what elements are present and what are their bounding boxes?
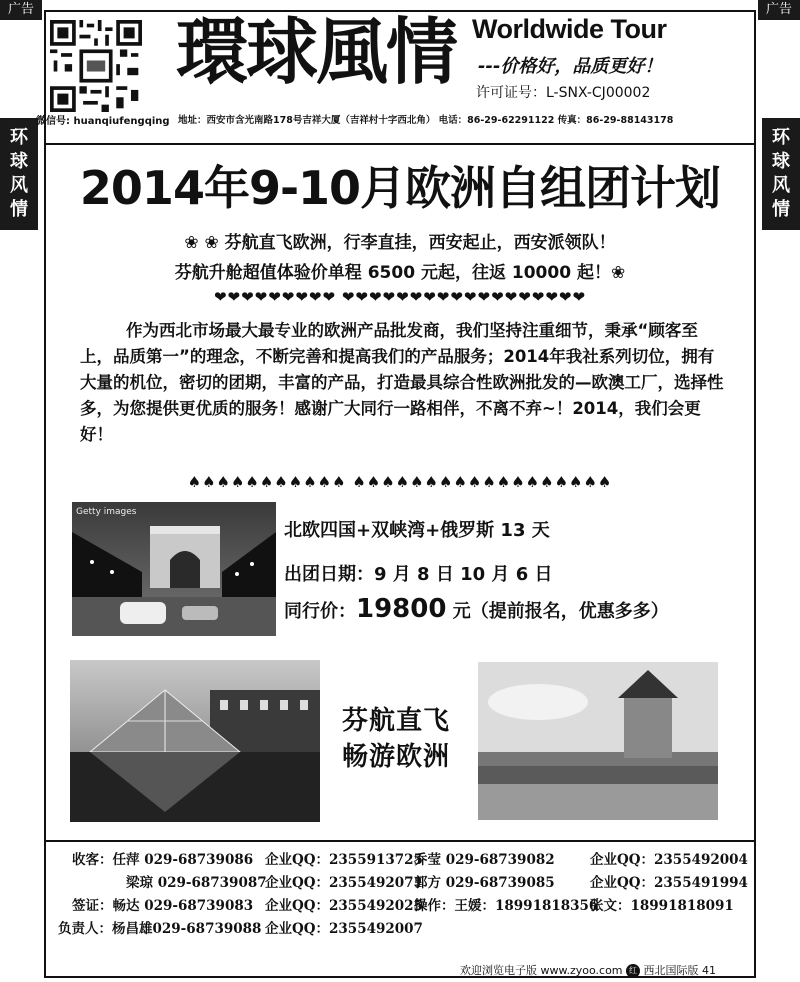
footer-edition: 西北国际版 [643,964,699,977]
contact-cell: 企业QQ：2355492025 [265,898,423,914]
slogan: ---价格好，品质更好！ [478,56,663,77]
promo-line-2: 畅游欧洲 [342,742,451,772]
contact-table [58,848,748,940]
spade-divider: ♠♠♠♠♠♠♠♠♠♠♠ ♠♠♠♠♠♠♠♠♠♠♠♠♠♠♠♠♠♠ [187,473,613,491]
contact-cell: 签证：畅达 029-68739083 [72,898,254,914]
qr-code-icon[interactable] [50,20,142,112]
contact-row [72,894,742,917]
contact-cell: 乔莹 029-68739082 [414,852,555,868]
price-suffix: 元（提前报名，优惠多多） [446,601,669,622]
side-label-left [0,118,38,230]
license-number: 许可证号：L-SNX-CJ00002 [476,85,651,101]
contact-row [72,871,748,894]
trip-dates: 出团日期：9 月 8 日 10 月 6 日 [284,564,553,585]
ad-tag-left: 广告 [0,0,42,20]
side-char: 球 [772,151,790,172]
address-line: 地址：西安市含光南路178号吉祥大厦（吉祥村十字西北角） 电话：86-29-62291122 传真：86-29-88143178 [178,115,674,126]
contact-cell: 郭方 029-68739085 [414,875,555,891]
wechat-id: 微信号: huanqiufengqing [36,116,170,127]
side-char: 风 [772,175,790,196]
footer-site[interactable]: 欢迎浏览电子版 www.zyoo.com [460,964,623,977]
subtitle-1: ❀ ❀ 芬航直飞欧洲，行李直挂，西安起止，西安派领队！ [184,233,616,253]
contact-divider [46,840,754,842]
side-char: 球 [10,151,28,172]
contact-row [58,917,742,940]
intro-paragraph: 作为西北市场最大最专业的欧洲产品批发商，我们坚持注重细节，秉承“顾客至上，品质第一”的理念，不断完善和提高我们的产品服务；2014年我社系列切位，拥有大量的机位，密切的团期，丰富的产品，打造最具综合性欧洲批发的—欧澳工厂，选择性多，为您提供更优质的服务！感谢广大同行一路相伴，不离不弃~！2014，我们会更好！ [80,321,724,444]
subtitle-2: 芬航升舱超值体验价单程 6500 元起，往返 10000 起！❀ [174,263,626,283]
contact-cell: 企业QQ：2355492071 [265,875,423,891]
contact-cell: 企业QQ：2355492007 [265,921,423,937]
side-char: 环 [10,127,28,148]
lucerne-bridge-photo [478,662,718,820]
side-char: 环 [772,127,790,148]
photo-watermark: Getty images [76,507,137,517]
contact-cell: 收客：任萍 029-68739086 [72,852,254,868]
contact-cell: 梁琼 029-68739087 [126,875,267,891]
brand-logo: 環球風情 [176,9,457,94]
contact-row [72,848,748,871]
trip-name: 北欧四国+双峡湾+俄罗斯 13 天 [284,520,550,541]
contact-cell: 张文：18991818091 [590,898,734,914]
promo-line-1: 芬航直飞 [342,706,451,736]
contact-cell: 企业QQ：2355492004 [590,852,748,868]
footer-badge-icon: 红 [626,964,640,978]
side-char: 情 [772,199,790,220]
brand-english: Worldwide Tour [472,14,667,44]
arc-de-triomphe-photo [72,502,276,636]
contact-cell: 负责人：杨昌雄029-68739088 [58,921,262,937]
contact-cell: 企业QQ：2355913725 [265,852,423,868]
ad-tag-right: 广告 [758,0,800,20]
side-char: 风 [10,175,28,196]
contact-cell: 企业QQ：2355491994 [590,875,748,891]
page-number: 41 [702,964,717,977]
heart-divider: ❤❤❤❤❤❤❤❤❤ ❤❤❤❤❤❤❤❤❤❤❤❤❤❤❤❤❤❤ [213,288,587,306]
price-value: 19800 [356,594,447,624]
price-label: 同行价： [284,601,356,622]
header-divider [46,143,754,145]
louvre-pyramid-photo [70,660,320,822]
side-char: 情 [10,199,28,220]
page-title: 2014年9-10月欧洲自组团计划 [79,161,721,215]
side-label-right [762,118,800,230]
trip-price [284,594,669,624]
page-footer [460,962,716,978]
contact-cell: 操作：王媛：18991818356 [414,898,599,914]
